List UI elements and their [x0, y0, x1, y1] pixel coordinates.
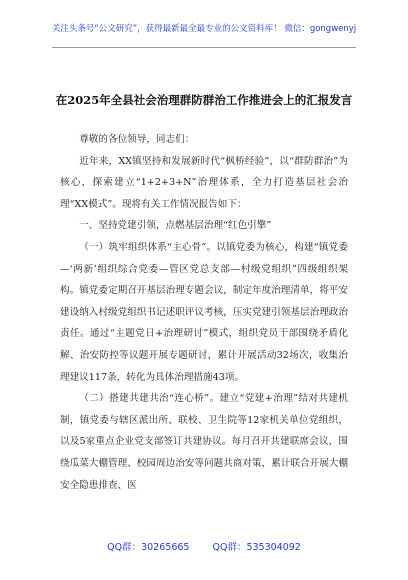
header-divider	[52, 47, 356, 48]
paragraph-cobuilding: （二）搭建共建共治“连心桥”。建立“党建+治理”结对共建机制，镇党委与辖区派出所、联校、卫生院等12家机关单位党组织，以及5家重点企业党支部签订共建协议。每月召开共建联席会议，围绕瓜菜大棚管理、校园周边治安等问题共商对策，累计联合开展大棚安全隐患排查、医	[60, 393, 348, 491]
footer-qq-groups	[0, 539, 408, 553]
header-notice: 关注头条号“公文研究”，获得最新最全最专业的公文资料库！ 微信：gongwenyj	[51, 24, 357, 34]
section-heading: 一、坚持党建引领，点燃基层治理“红色引擎”	[79, 220, 272, 232]
document-body	[60, 129, 348, 496]
paragraph-intro: 近年来，XX镇坚持和发展新时代“枫桥经验”，以“群防群治”为核心，探索建立“1+2+3+N”治理体系，全力打造基层社会治理“XX模式”。现将有关工作情况报告如下：	[60, 155, 348, 210]
salutation: 尊敬的各位领导，同志们：	[79, 134, 195, 145]
footer-qq-group-2: QQ群：535304092	[212, 542, 301, 553]
document-title: 在2025年全县社会治理群防群治工作推进会上的汇报发言	[55, 93, 353, 107]
footer-qq-group-1: QQ群：30265665	[107, 542, 190, 553]
paragraph-organization: （一）筑牢组织体系“主心骨”。以镇党委为核心，构建“镇党委—‘两新’组织综合党委—管区党总支部—村级党组织”四级组织架构。镇党委定期召开基层治理专题会议，制定年度治理清单，将平安建设纳入村级党组织书记述职评议考核，压实党建引领基层治理政治责任。通过“主题党日+治理研讨”模式，组织党员干部围绕矛盾化解、治安防控等议题开展专题研讨，累计开展活动32场次，收集治理建议117条，转化为具体治理措施43项。	[60, 241, 348, 383]
